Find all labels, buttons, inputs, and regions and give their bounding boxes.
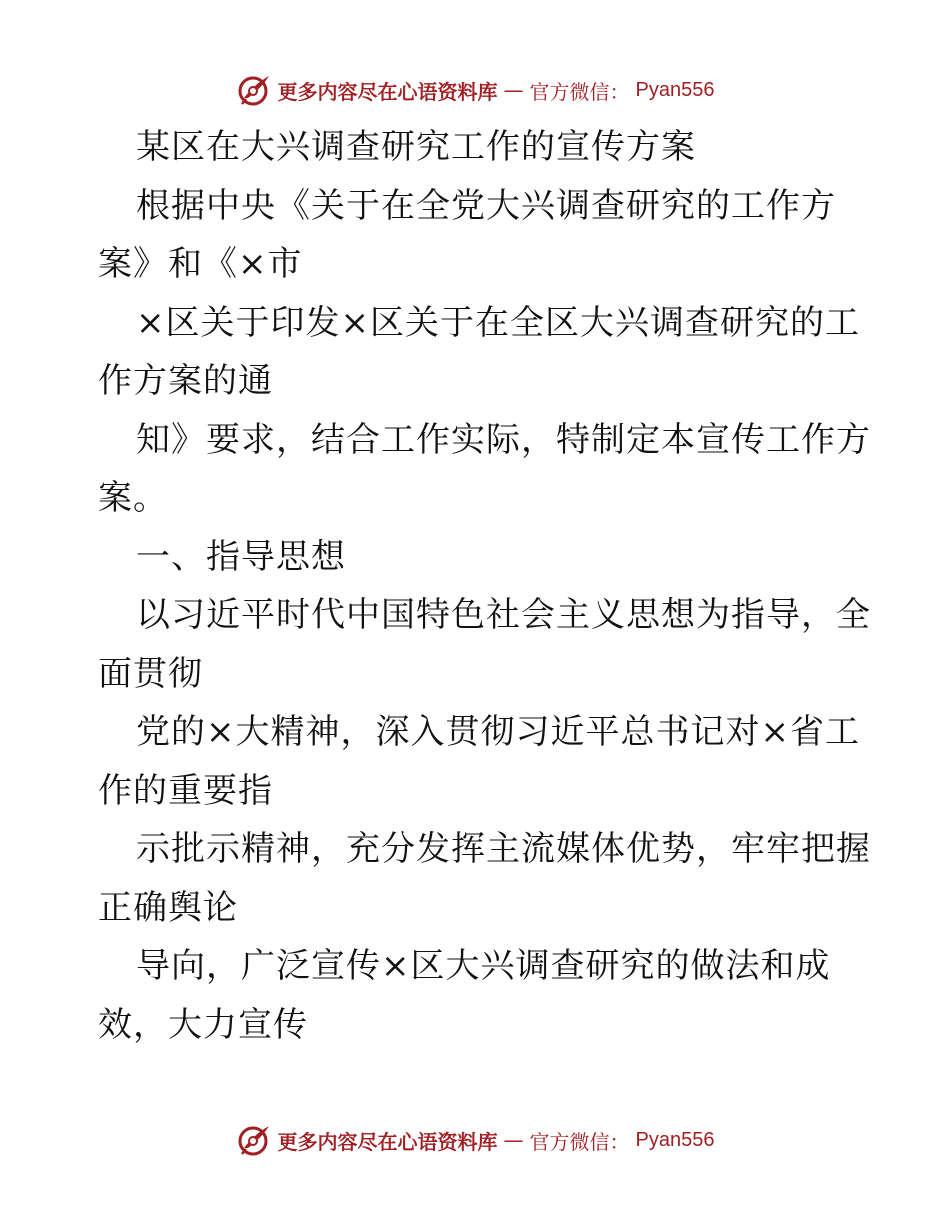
banner-wechat-label: 官方微信： xyxy=(529,1129,630,1154)
document-body xyxy=(98,118,871,1054)
paragraph-line: 知》要求，结合工作实际，特制定本宣传工作方 xyxy=(136,419,871,460)
paragraph-line: 示批示精神，充分发挥主流媒体优势，牢牢把握 xyxy=(136,829,871,869)
quill-logo-icon xyxy=(236,72,272,108)
header-banner xyxy=(0,70,950,110)
footer-banner xyxy=(0,1120,950,1160)
banner-wechat-id: Pyan556 xyxy=(635,78,715,101)
paragraph-line: 导向，广泛宣传×区大兴调查研究的做法和成 xyxy=(136,946,831,986)
paragraph-line: 根据中央《关于在全党大兴调查研究的工作方 xyxy=(136,185,836,226)
banner-wechat-label: 官方微信： xyxy=(529,79,630,104)
document-title: 某区在大兴调查研究工作的宣传方案 xyxy=(136,127,696,167)
paragraph-line: 面贯彻 xyxy=(98,653,203,694)
quill-logo-icon xyxy=(236,1122,272,1158)
paragraph-line: 党的×大精神，深入贯彻习近平总书记对×省工 xyxy=(136,712,860,752)
paragraph-line: 作方案的通 xyxy=(98,361,273,401)
paragraph-line: 案》和《×市 xyxy=(98,244,303,284)
paragraph-line: 效，大力宣传 xyxy=(98,1004,308,1045)
paragraph-line: 案。 xyxy=(98,478,168,518)
banner-site-text: 更多内容尽在心语资料库 xyxy=(277,79,498,104)
banner-dash: — xyxy=(503,1128,524,1152)
banner-wechat-id: Pyan556 xyxy=(635,1128,715,1151)
paragraph-line: 以习近平时代中国特色社会主义思想为指导，全 xyxy=(136,595,871,635)
paragraph-line: 作的重要指 xyxy=(98,770,273,811)
paragraph-line: ×区关于印发×区关于在全区大兴调查研究的工 xyxy=(136,302,860,343)
section-heading: 一、指导思想 xyxy=(136,536,346,577)
banner-dash: — xyxy=(503,78,524,102)
banner-site-text: 更多内容尽在心语资料库 xyxy=(277,1129,498,1154)
paragraph-line: 正确舆论 xyxy=(98,887,238,928)
